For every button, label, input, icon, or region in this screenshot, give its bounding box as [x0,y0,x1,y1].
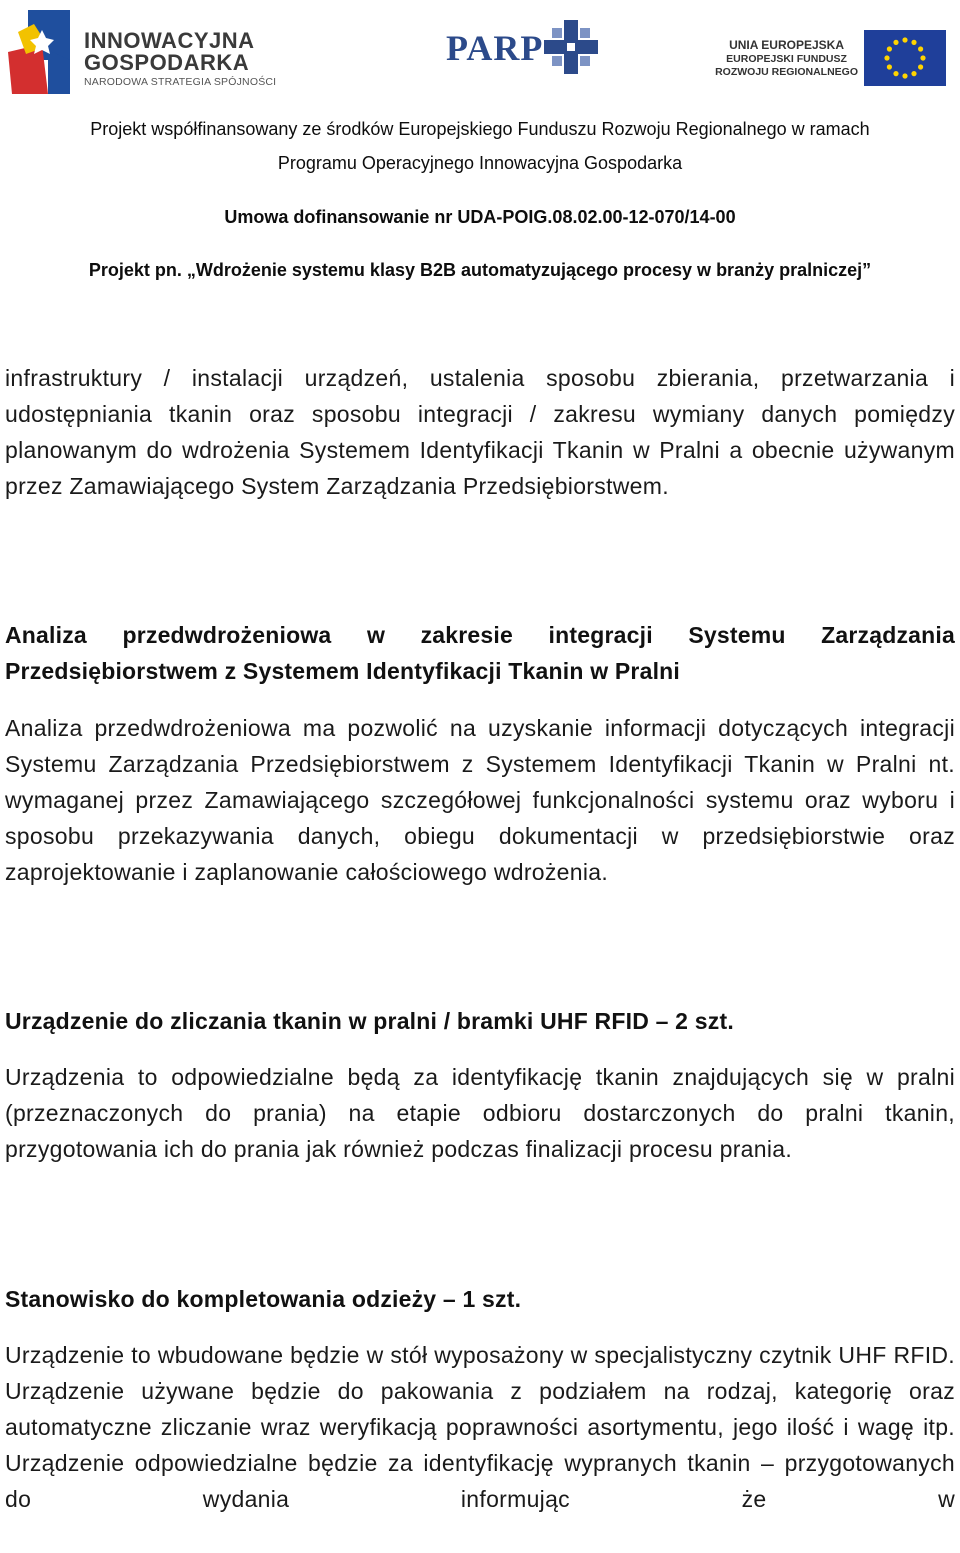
ig-logo-line2: GOSPODARKA [84,50,250,75]
ig-logo-line1: INNOWACYJNA [84,28,255,53]
eu-logo-line3: ROZWOJU REGIONALNEGO [715,66,858,78]
innowacyjna-gospodarka-emblem-icon [8,10,74,94]
section-workstation-body [5,1337,955,1553]
section-workstation [5,1281,955,1317]
section-analysis-paragraph: Analiza przedwdrożeniowa ma pozwolić na uzyskanie informacji dotyczących integracji Systemu Zarządzania Przedsiębiorstwem z Systemem Identyfikacji Tkanin w Pralni nt. wymaganej przez Zamawiającego szczegółowej funkcjonalności systemu oraz wyboru i sposobu przekazywania danych, obiegu dokumentacji w przedsiębiorstwie oraz zaprojektowanie i zaplanowanie całościowego wdrożenia. [5,715,955,885]
parp-logo-text: PARP [446,28,544,68]
eu-logo-line1: UNIA EUROPEJSKA [729,38,844,52]
funding-line-1: Projekt współfinansowany ze środków Europejskiego Funduszu Rozwoju Regionalnego w ramach [90,119,870,139]
section-analysis-title: Analiza przedwdrożeniowa w zakresie integracji Systemu Zarządzania Przedsiębiorstwem z Systemem Identyfikacji Tkanin w Pralni [5,622,955,684]
section-rfid-gates-title: Urządzenie do zliczania tkanin w pralni / bramki UHF RFID – 2 szt. [5,1008,734,1034]
ig-logo-line3: NARODOWA STRATEGIA SPÓJNOŚCI [84,76,277,88]
section-rfid-gates-body [5,1059,955,1167]
parp-logo [446,20,606,90]
section-analysis-body [5,710,955,890]
logo-bar [0,8,960,94]
eu-flag-icon [864,30,946,86]
section-rfid-gates [5,1003,955,1039]
section-workstation-title: Stanowisko do kompletowania odzieży – 1 szt. [5,1286,522,1312]
innowacyjna-gospodarka-logo [8,10,277,94]
eu-logo-text [715,38,858,79]
contract-number: Umowa dofinansowanie nr UDA-POIG.08.02.00-12-070/14-00 [224,207,736,227]
intro-section [5,360,955,504]
eu-logo [715,24,950,94]
project-title: Projekt pn. „Wdrożenie systemu klasy B2B automatyzującego procesy w branży pralniczej” [88,260,872,280]
section-rfid-gates-paragraph: Urządzenia to odpowiedzialne będą za identyfikację tkanin znajdujących się w pralni (przeznaczonych do prania) na etapie odbioru dostarczonych do pralni tkanin, przygotowania ich do prania jak również podczas finalizacji procesu prania. [5,1064,955,1162]
section-workstation-paragraph: Urządzenie to wbudowane będzie w stół wyposażony w specjalistyczny czytnik UHF RFID. Urządzenie używane będzie do pakowania z podziałem na rodzaj, kategorię oraz automatyczne zliczanie wraz weryfikacją poprawności asortymentu, jego ilość i wagę itp. Urządzenie odpowiedzialne będzie za identyfikację wypranych tkanin – przygotowanych do wydania informując że w [5,1342,955,1512]
intro-paragraph: infrastruktury / instalacji urządzeń, ustalenia sposobu zbierania, przetwarzania i udostępniania tkanin oraz sposobu integracji / zakresu wymiany danych pomiędzy planowanym do wdrożenia Systemem Identyfikacji Tkanin w Pralni a obecnie używanym przez Zamawiającego System Zarządzania Przedsiębiorstwem. [5,365,955,499]
eu-logo-line2: EUROPEJSKI FUNDUSZ [726,53,847,65]
parp-emblem-icon [544,20,598,74]
section-analysis [5,617,955,689]
funding-line-2: Programu Operacyjnego Innowacyjna Gospodarka [277,153,683,173]
